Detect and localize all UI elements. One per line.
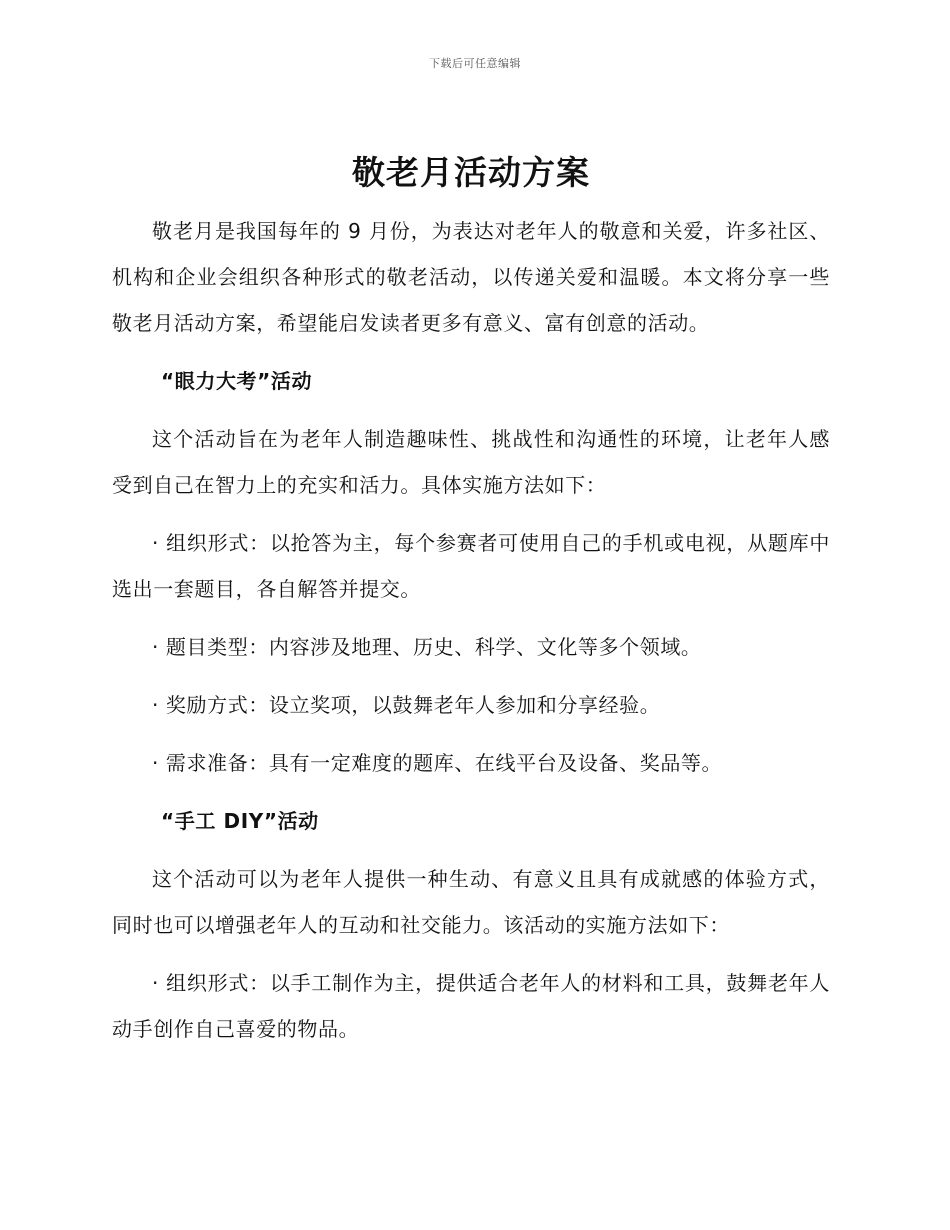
- section-description-handcraft-diy: 这个活动可以为老年人提供一种生动、有意义且具有成就感的体验方式，同时也可以增强老年人的互动和社交能力。该活动的实施方法如下：: [112, 867, 830, 937]
- bullet-item: · 需求准备：具有一定难度的题库、在线平台及设备、奖品等。: [152, 751, 723, 775]
- bullet-item: · 奖励方式：设立奖项，以鼓舞老年人参加和分享经验。: [152, 693, 661, 717]
- bullet-item: · 组织形式：以抢答为主，每个参赛者可使用自己的手机或电视，从题库中选出一套题目，各自解答并提交。: [112, 531, 830, 601]
- page-header-note: 下载后可任意编辑: [429, 57, 521, 70]
- bullet-item: · 组织形式：以手工制作为主，提供适合老年人的材料和工具，鼓舞老年人动手创作自己喜爱的物品。: [112, 971, 830, 1041]
- bullet-item: · 题目类型：内容涉及地理、历史、科学、文化等多个领域。: [152, 635, 702, 659]
- section-heading-handcraft-diy: “手工 DIY”活动: [161, 809, 319, 833]
- intro-paragraph: 敬老月是我国每年的 9 月份，为表达对老年人的敬意和关爱，许多社区、机构和企业会组织各种形式的敬老活动，以传递关爱和温暖。本文将分享一些敬老月活动方案，希望能启发读者更多有意义、富有创意的活动。: [112, 219, 830, 335]
- section-description-eyesight-quiz: 这个活动旨在为老年人制造趣味性、挑战性和沟通性的环境，让老年人感受到自己在智力上的充实和活力。具体实施方法如下：: [112, 427, 830, 497]
- section-heading-eyesight-quiz: “眼力大考”活动: [161, 369, 313, 393]
- document-title: 敬老月活动方案: [352, 153, 590, 192]
- document-body: [112, 150, 830, 1052]
